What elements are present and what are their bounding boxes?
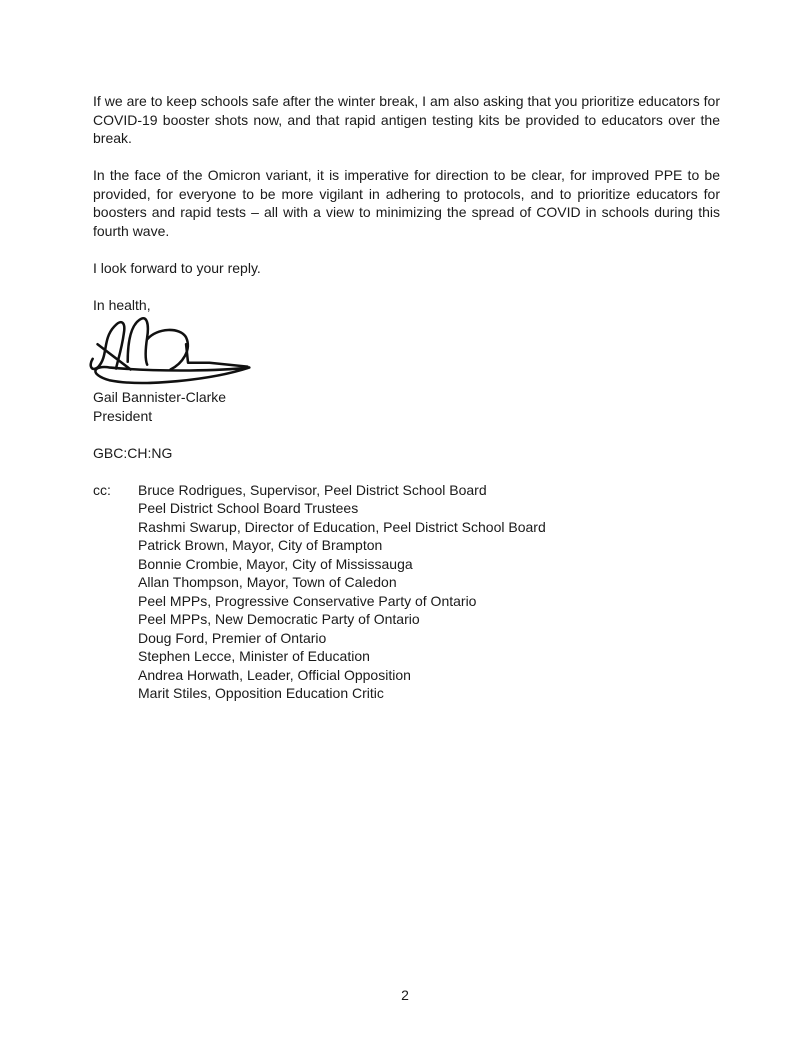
signature-block bbox=[93, 388, 720, 425]
paragraph-booster-request: If we are to keep schools safe after the winter break, I am also asking that you prioritize educators for COVID-19 booster shots now, and that rapid antigen testing kits be provided to educators over the break. bbox=[93, 93, 720, 146]
closing-salutation: In health, bbox=[93, 296, 151, 313]
cc-recipient: Allan Thompson, Mayor, Town of Caledon bbox=[138, 574, 397, 590]
cc-recipient: Peel District School Board Trustees bbox=[138, 500, 359, 516]
reference-initials: GBC:CH:NG bbox=[93, 444, 173, 461]
letter-body bbox=[93, 92, 720, 703]
cc-recipient: Marit Stiles, Opposition Education Critic bbox=[138, 685, 384, 701]
cc-label: cc: bbox=[93, 481, 111, 498]
cc-recipient: Stephen Lecce, Minister of Education bbox=[138, 648, 370, 664]
cc-recipient: Patrick Brown, Mayor, City of Brampton bbox=[138, 537, 383, 553]
cc-recipient: Andrea Horwath, Leader, Official Opposition bbox=[138, 666, 411, 683]
cc-recipient-list bbox=[138, 481, 720, 703]
cc-section bbox=[93, 481, 720, 703]
paragraph-omicron: In the face of the Omicron variant, it is imperative for direction to be clear, for improved PPE to be provided, for everyone to be more vigilant in adhering to protocols, and to prioritize educators for boosters and rapid tests – all with a view to minimizing the spread of COVID in schools during this fourth wave. bbox=[93, 167, 720, 239]
paragraph-reply: I look forward to your reply. bbox=[93, 259, 261, 276]
cc-recipient: Bruce Rodrigues, Supervisor, Peel District School Board bbox=[138, 481, 487, 498]
cc-recipient: Bonnie Crombie, Mayor, City of Mississauga bbox=[138, 555, 413, 572]
cc-recipient: Rashmi Swarup, Director of Education, Peel District School Board bbox=[138, 518, 546, 535]
cc-recipient: Doug Ford, Premier of Ontario bbox=[138, 629, 327, 646]
signer-title: President bbox=[93, 407, 153, 424]
signer-name: Gail Bannister-Clarke bbox=[93, 389, 227, 405]
signature-image bbox=[85, 316, 720, 388]
cc-recipient: Peel MPPs, Progressive Conservative Party of Ontario bbox=[138, 592, 477, 609]
cc-recipient: Peel MPPs, New Democratic Party of Ontario bbox=[138, 611, 420, 627]
page-number: 2 bbox=[401, 987, 409, 1003]
